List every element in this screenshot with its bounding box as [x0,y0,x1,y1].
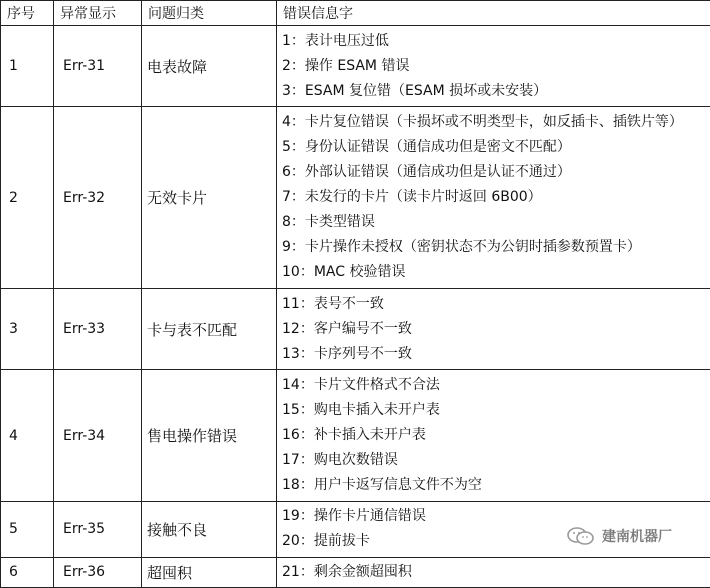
row-code: Err-35 [54,501,142,557]
watermark-text: 建南机器厂 [602,529,672,545]
error-message: 17：购电次数错误 [282,452,398,469]
error-message: 12：客户编号不一致 [282,320,412,337]
error-message: 8：卡类型错误 [282,214,375,231]
error-message: 2：操作 ESAM 错误 [282,57,410,74]
row-seq: 6 [1,557,54,587]
header-code: 异常显示 [54,1,142,26]
error-message: 19：操作卡片通信错误 [282,508,426,525]
wechat-icon [566,526,596,546]
header-category: 问题归类 [142,1,277,26]
watermark [566,524,672,548]
row-messages [277,289,710,370]
error-message: 4：卡片复位错误（卡损坏或不明类型卡，如反插卡、插铁片等） [282,114,683,131]
header-messages: 错误信息字 [277,1,710,26]
table-row [1,289,710,370]
error-message: 18：用户卡返写信息文件不为空 [282,477,482,494]
row-seq: 5 [1,501,54,557]
error-message: 5：身份认证错误（通信成功但是密文不匹配） [282,139,571,156]
error-message: 9：卡片操作未授权（密钥状态不为公钥时插参数预置卡） [282,239,641,256]
row-seq: 1 [1,26,54,107]
table-row [1,107,710,289]
row-category: 卡与表不匹配 [142,289,277,370]
row-seq: 4 [1,370,54,502]
table-row [1,557,710,587]
error-message: 7：未发行的卡片（读卡片时返回 6B00） [282,189,542,206]
error-message: 20：提前拔卡 [282,533,370,550]
row-category: 无效卡片 [142,107,277,289]
error-message: 15：购电卡插入未开户表 [282,402,440,419]
error-message: 21：剩余金额超囤积 [282,563,412,580]
row-messages [277,370,710,502]
table-row [1,370,710,502]
error-message: 16：补卡插入未开户表 [282,427,426,444]
row-code: Err-34 [54,370,142,502]
row-messages [277,107,710,289]
row-code: Err-33 [54,289,142,370]
header-seq: 序号 [1,1,54,26]
error-message: 10：MAC 校验错误 [282,264,406,281]
row-category: 接触不良 [142,501,277,557]
row-seq: 3 [1,289,54,370]
row-seq: 2 [1,107,54,289]
row-code: Err-36 [54,557,142,587]
error-message: 3：ESAM 复位错（ESAM 损坏或未安装） [282,82,548,99]
row-messages [277,557,710,587]
error-message: 11：表号不一致 [282,295,384,312]
row-category: 售电操作错误 [142,370,277,502]
table-row [1,26,710,107]
row-code: Err-32 [54,107,142,289]
error-message: 13：卡序列号不一致 [282,345,412,362]
error-message: 14：卡片文件格式不合法 [282,377,440,394]
row-code: Err-31 [54,26,142,107]
error-message: 1：表计电压过低 [282,32,389,49]
row-messages [277,26,710,107]
row-category: 超囤积 [142,557,277,587]
header-row [1,1,710,26]
error-message: 6：外部认证错误（通信成功但是认证不通过） [282,164,571,181]
row-category: 电表故障 [142,26,277,107]
